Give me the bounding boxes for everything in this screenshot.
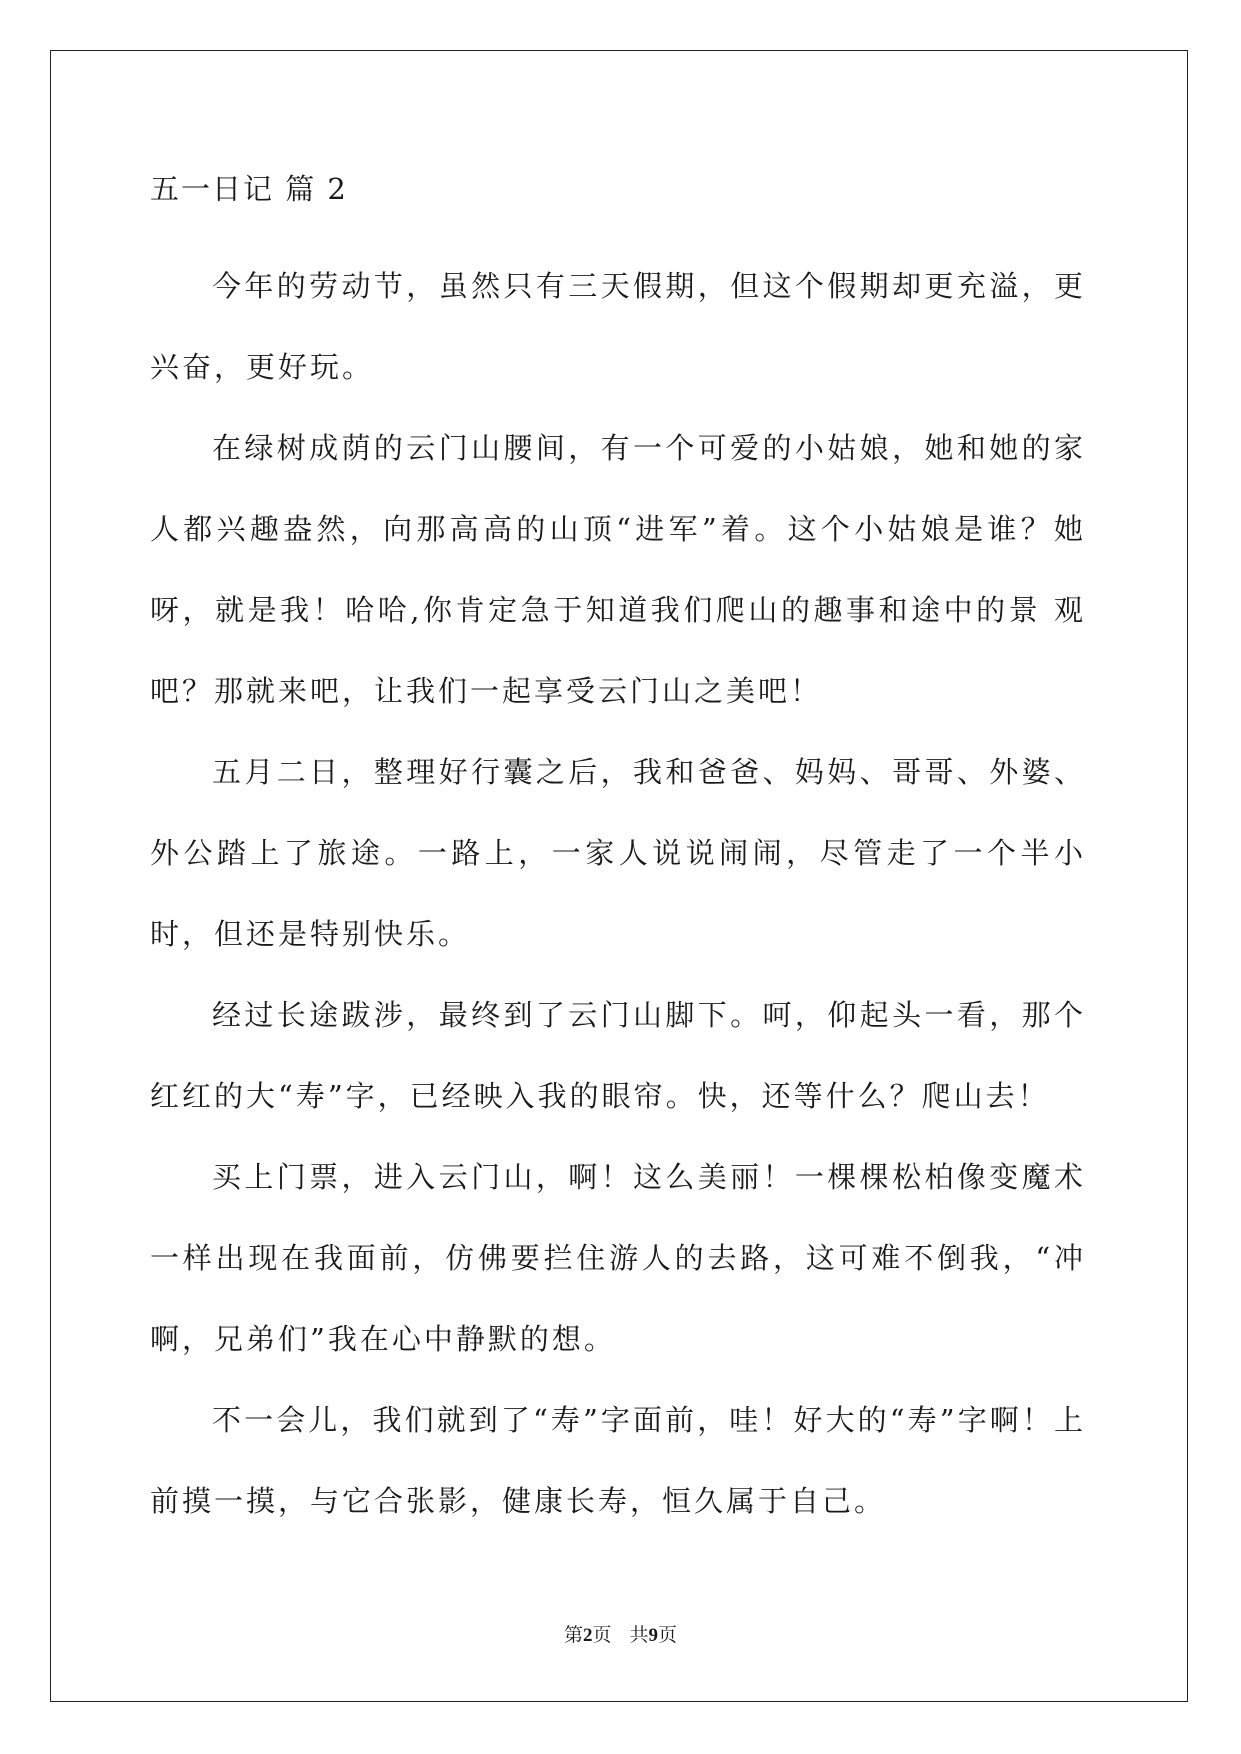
page-prefix: 第 bbox=[563, 1625, 583, 1646]
paragraph: 不一会儿，我们就到了“寿”字面前，哇！好大的“寿”字啊！上前摸一摸，与它合张影，健康长寿，恒久属于自己。 bbox=[150, 1403, 1086, 1518]
page-current: 2 bbox=[582, 1625, 593, 1646]
document-title: 五一日记 篇 2 bbox=[150, 172, 348, 206]
paragraph: 今年的劳动节，虽然只有三天假期，但这个假期却更充溢，更兴奋，更好玩。 bbox=[150, 269, 1086, 384]
document-body bbox=[150, 165, 1086, 1542]
paragraph: 在绿树成荫的云门山腰间，有一个可爱的小姑娘，她和她的家人都兴趣盎然，向那高高的山顶“进军”着。这个小姑娘是谁？她呀，就是我！哈哈,你肯定急于知道我们爬山的趣事和途中的景 观吧？那就来吧，让我们一起享受云门山之美吧！ bbox=[150, 431, 1086, 708]
page-unit: 页 bbox=[592, 1625, 612, 1646]
paragraph: 五月二日，整理好行囊之后，我和爸爸、妈妈、哥哥、外婆、外公踏上了旅途。一路上，一家人说说闹闹，尽管走了一个半小时，但还是特别快乐。 bbox=[150, 755, 1086, 951]
page-total: 9 bbox=[648, 1625, 659, 1646]
total-unit: 页 bbox=[658, 1625, 678, 1646]
page-footer bbox=[0, 1624, 1241, 1648]
paragraph: 买上门票，进入云门山，啊！这么美丽！一棵棵松柏像变魔术一样出现在我面前，仿佛要拦住游人的去路，这可难不倒我，“冲啊，兄弟们”我在心中静默的想。 bbox=[150, 1160, 1086, 1356]
total-prefix: 共 bbox=[629, 1625, 649, 1646]
paragraph: 经过长途跋涉，最终到了云门山脚下。呵，仰起头一看，那个红红的大“寿”字，已经映入我的眼帘。快，还等什么？爬山去！ bbox=[150, 998, 1086, 1113]
